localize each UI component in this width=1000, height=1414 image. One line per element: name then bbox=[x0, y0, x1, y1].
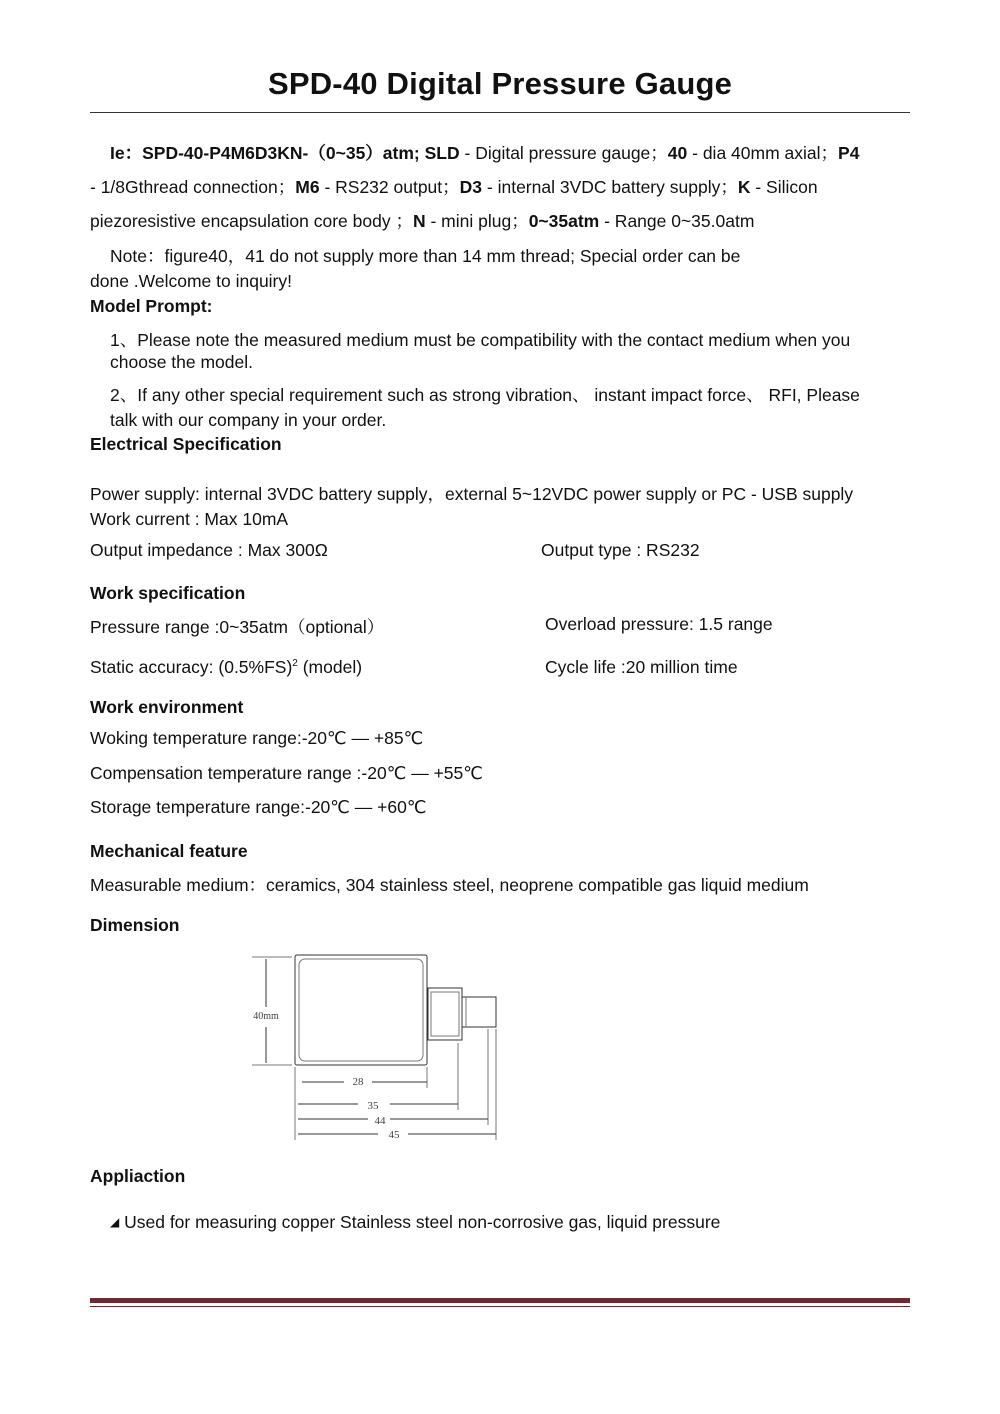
electrical-heading: Electrical Specification bbox=[90, 434, 282, 454]
code-d3: D3 bbox=[459, 177, 483, 197]
static-accuracy bbox=[90, 657, 362, 678]
note-line-2: done .Welcome to inquiry! bbox=[90, 271, 293, 291]
code-p4-desc: - 1/8Gthread connection； bbox=[90, 177, 296, 197]
model-code-line-1 bbox=[110, 140, 859, 165]
static-accuracy-text: Static accuracy: (0.5%FS) bbox=[90, 657, 293, 677]
connector-thread bbox=[462, 997, 496, 1027]
code-k-desc: - Silicon bbox=[750, 177, 818, 197]
model-code-line-3 bbox=[90, 208, 754, 233]
bullet-icon: ◢ bbox=[110, 1215, 120, 1229]
application-item bbox=[110, 1212, 720, 1233]
static-accuracy-model: (model) bbox=[297, 657, 363, 677]
code-m6-desc: - RS232 output； bbox=[319, 177, 460, 197]
code-k-desc-cont: piezoresistive encapsulation core body ； bbox=[90, 211, 413, 231]
footer-rule-thick bbox=[90, 1298, 910, 1303]
code-n: N bbox=[412, 211, 426, 231]
overload-pressure: Overload pressure: 1.5 range bbox=[545, 614, 773, 634]
dimension-35-label: 35 bbox=[367, 1100, 379, 1112]
code-range: 0~35atm bbox=[528, 211, 600, 231]
code-40-desc: - dia 40mm axial； bbox=[687, 143, 839, 163]
measurable-medium: Measurable medium：ceramics, 304 stainless steel, neoprene compatible gas liquid medium bbox=[90, 875, 809, 895]
prompt-item-2-cont: talk with our company in your order. bbox=[110, 410, 387, 430]
height-dimension-label: 40mm bbox=[253, 1011, 279, 1022]
code-sld-desc: - Digital pressure gauge； bbox=[459, 143, 668, 163]
code-m6: M6 bbox=[295, 177, 320, 197]
working-temperature: Woking temperature range:-20℃ — +85℃ bbox=[90, 728, 424, 748]
note-line-1: Note：figure40，41 do not supply more than 14 mm thread; Special order can be bbox=[110, 246, 741, 266]
static-accuracy-superscript: 2 bbox=[292, 658, 298, 670]
code-sld: SLD bbox=[419, 143, 460, 163]
mechanical-heading: Mechanical feature bbox=[90, 841, 248, 861]
dimension-45-label: 45 bbox=[388, 1129, 400, 1141]
compensation-temperature: Compensation temperature range :-20℃ — +55℃ bbox=[90, 763, 483, 783]
footer-rule-thin bbox=[90, 1306, 910, 1307]
application-heading: Appliaction bbox=[90, 1166, 186, 1186]
pressure-range: Pressure range :0~35atm（optional） bbox=[90, 617, 385, 637]
code-k: K bbox=[737, 177, 751, 197]
dimension-drawing bbox=[230, 945, 520, 1150]
prompt-item-1: 1、Please note the measured medium must be compatibility with the contact medium when you bbox=[110, 330, 851, 350]
prompt-item-2: 2、If any other special requirement such as strong vibration、 instant impact force、 RFI, Please bbox=[110, 385, 860, 405]
model-code-line-2 bbox=[90, 174, 818, 199]
gauge-body-inner bbox=[299, 959, 423, 1061]
dimension-heading: Dimension bbox=[90, 915, 180, 935]
code-n-desc: - mini plug； bbox=[425, 211, 529, 231]
power-supply: Power supply: internal 3VDC battery supply，external 5~12VDC power supply or PC - USB supply bbox=[90, 484, 854, 504]
environment-heading: Work environment bbox=[90, 697, 244, 717]
page-title: SPD-40 Digital Pressure Gauge bbox=[267, 66, 733, 101]
connector-block-inner bbox=[431, 992, 459, 1036]
output-type: Output type : RS232 bbox=[541, 540, 700, 560]
dimension-44-label: 44 bbox=[374, 1115, 386, 1127]
output-impedance: Output impedance : Max 300Ω bbox=[90, 540, 328, 560]
title-divider bbox=[90, 112, 910, 113]
cycle-life: Cycle life :20 million time bbox=[545, 657, 738, 677]
code-range-desc: - Range 0~35.0atm bbox=[599, 211, 755, 231]
connector-block bbox=[428, 988, 462, 1040]
gauge-body-outline bbox=[295, 955, 427, 1065]
code-40: 40 bbox=[667, 143, 688, 163]
code-d3-desc: - internal 3VDC battery supply； bbox=[482, 177, 738, 197]
storage-temperature: Storage temperature range:-20℃ — +60℃ bbox=[90, 797, 427, 817]
work-spec-heading: Work specification bbox=[90, 583, 246, 603]
application-text: Used for measuring copper Stainless steel non-corrosive gas, liquid pressure bbox=[124, 1212, 721, 1232]
code-p4: P4 bbox=[838, 143, 860, 163]
model-code: Ie：SPD-40-P4M6D3KN-（0~35）atm; bbox=[110, 143, 420, 163]
prompt-item-1-cont: choose the model. bbox=[110, 352, 254, 372]
work-current: Work current : Max 10mA bbox=[90, 509, 289, 529]
dimension-28-label: 28 bbox=[352, 1076, 364, 1088]
model-prompt-heading: Model Prompt: bbox=[90, 296, 213, 316]
